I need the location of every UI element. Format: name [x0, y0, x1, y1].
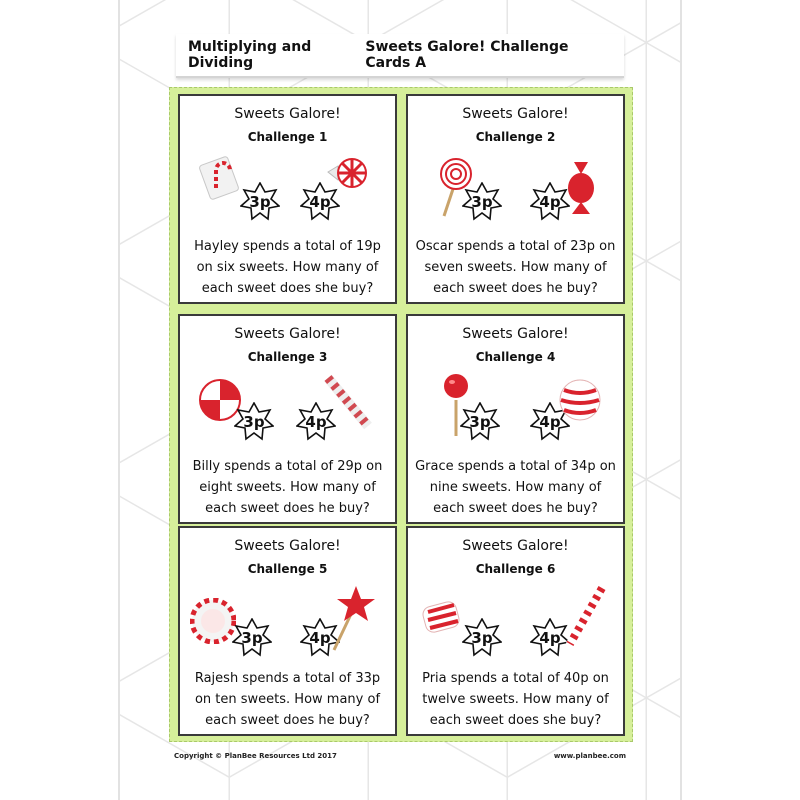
- price-badge-3p: 3p: [460, 402, 500, 442]
- red-wrapped-candy-icon: [564, 160, 598, 216]
- card-title: Sweets Galore!: [462, 106, 569, 122]
- striped-marshmallow-icon: [418, 596, 466, 640]
- challenge-card-2: [406, 94, 625, 304]
- peppermint-disc-icon: [190, 598, 236, 644]
- card-question: Rajesh spends a total of 33p on ten sweets. How many of each sweet does he buy?: [194, 671, 381, 728]
- challenge-card-4: [406, 314, 625, 524]
- header-right-title: Sweets Galore! Challenge Cards A: [365, 39, 569, 71]
- price-badge-4p: 4p: [530, 402, 570, 442]
- header-left-title: Multiplying and Dividing: [188, 39, 312, 71]
- price-badge-4p: 4p: [300, 618, 340, 658]
- price-badge-4p: 4p: [530, 618, 570, 658]
- card-title: Sweets Galore!: [234, 538, 341, 554]
- card-question: Billy spends a total of 29p on eight sweets. How many of each sweet does he buy?: [192, 459, 383, 516]
- card-challenge-number: Challenge 1: [247, 130, 328, 144]
- star-lollipop-icon: [322, 584, 378, 654]
- challenge-card-1: [178, 94, 397, 304]
- card-challenge-number: Challenge 4: [475, 350, 556, 364]
- price-badge-3p: 3p: [462, 182, 502, 222]
- price-badge-4p: 4p: [530, 182, 570, 222]
- price-badge-3p: 3p: [232, 618, 272, 658]
- price-badge-3p: 3p: [462, 618, 502, 658]
- card-challenge-number: Challenge 6: [475, 562, 556, 576]
- page-header: [176, 34, 624, 78]
- card-title: Sweets Galore!: [234, 326, 341, 342]
- card-question: Pria spends a total of 40p on twelve sweets. How many of each sweet does she buy?: [422, 671, 609, 728]
- candy-stick-icon: [320, 372, 376, 432]
- challenge-card-6: [406, 526, 625, 736]
- card-challenge-number: Challenge 5: [247, 562, 328, 576]
- card-challenge-number: Challenge 3: [247, 350, 328, 364]
- price-badge-4p: 4p: [300, 182, 340, 222]
- card-challenge-number: Challenge 2: [475, 130, 556, 144]
- challenge-card-3: [178, 314, 397, 524]
- copyright-text: Copyright © PlanBee Resources Ltd 2017: [174, 752, 337, 760]
- card-question: Grace spends a total of 34p on nine sweets. How many of each sweet does he buy?: [415, 459, 616, 516]
- card-title: Sweets Galore!: [462, 326, 569, 342]
- card-question: Oscar spends a total of 23p on seven sweets. How many of each sweet does he buy?: [415, 239, 616, 296]
- worksheet-page: [118, 0, 682, 800]
- challenge-card-grid: [169, 87, 633, 742]
- challenge-card-5: [178, 526, 397, 736]
- price-badge-3p: 3p: [240, 182, 280, 222]
- striped-ball-candy-icon: [558, 378, 602, 422]
- price-badge-4p: 4p: [296, 402, 336, 442]
- card-title: Sweets Galore!: [234, 106, 341, 122]
- candy-stick-icon: [562, 584, 608, 648]
- card-question: Hayley spends a total of 19p on six sweets. How many of each sweet does she buy?: [194, 239, 381, 296]
- website-link[interactable]: www.planbee.com: [553, 752, 626, 760]
- price-badge-3p: 3p: [234, 402, 274, 442]
- card-title: Sweets Galore!: [462, 538, 569, 554]
- swirl-wrapped-candy-icon: [326, 154, 374, 194]
